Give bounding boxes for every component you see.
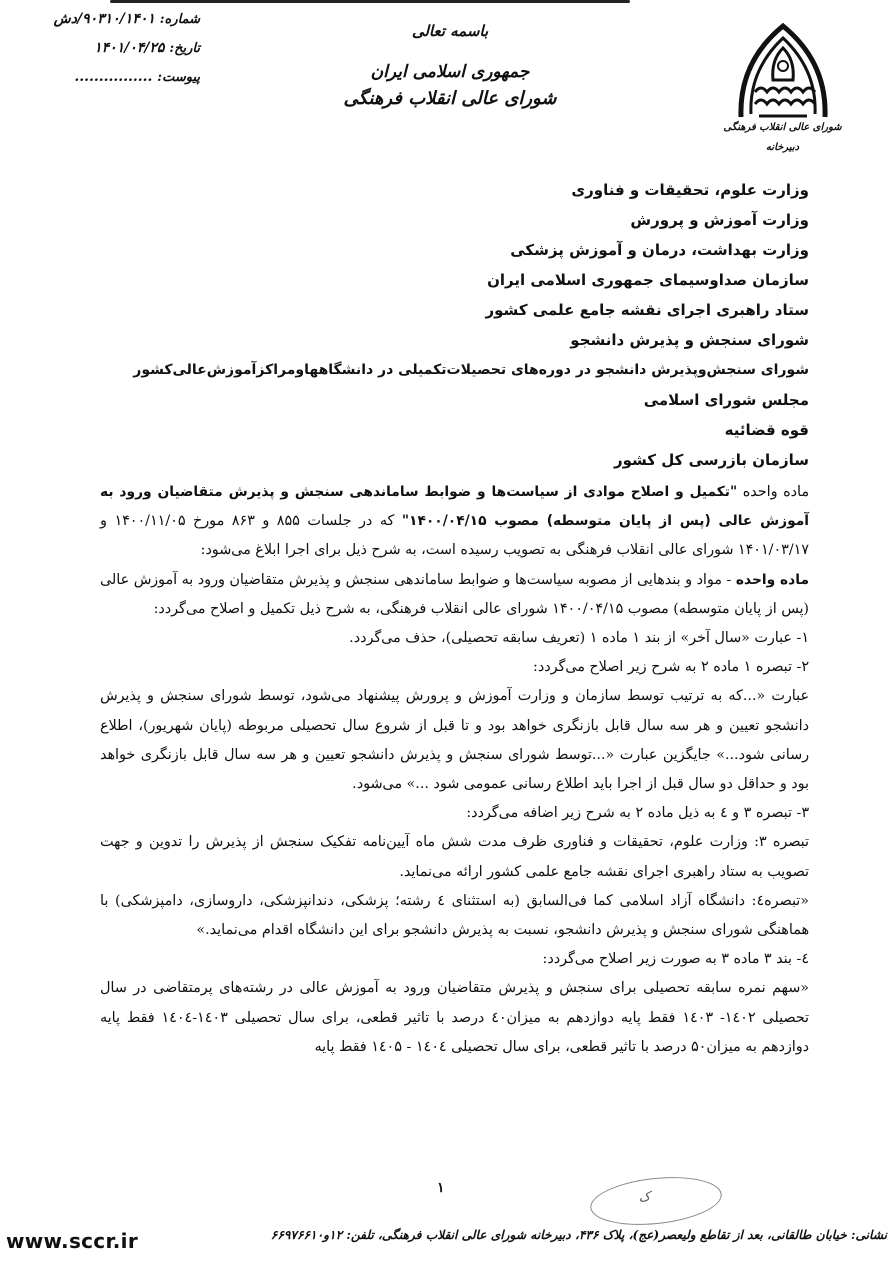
note-3	[100, 828, 809, 886]
council-name: شورای عالی انقلاب فرهنگی	[343, 88, 557, 109]
addressee-item: قوه قضائیه	[724, 421, 809, 439]
invocation: باسمه تعالی	[411, 22, 489, 40]
letter-date-label: تاریخ:	[169, 41, 200, 56]
note-3-label: تبصره ۳:	[747, 834, 809, 851]
item-2-text: عبارت «...که به ترتیب توسط سازمان و وزارت آموزش و پرورش پیشنهاد می‌شود، توسط شورای سنجش و پذیرش دانشجو تعیین و هر سه سال قابل بازنگری خواهد بود و تا قبل از شروع سال تحصیلی مربوطه (پایان شهریور)، اطلاع رسانی شود...» جایگزین عبارت «...توسط شورای سنجش و پذیرش دانشجو تعیین و هر سه سال قابل بازنگری خواهد بود و حداقل دو سال قبل از اجرا باید اطلاع رسانی عمومی شود ...» می‌شود.	[100, 688, 809, 793]
note-3-text: وزارت علوم، تحقیقات و فناوری ظرف مدت شش ماه آیین‌نامه تفکیک سنجش از پذیرش را تدوین و جهت تصویب به ستاد راهبری اجرای نقشه جامع علمی کشور ارائه می‌نماید.	[100, 834, 809, 880]
logo-caption-secretariat: دبیرخانه	[765, 142, 800, 153]
initial-stamp	[588, 1171, 724, 1231]
footer-website-link[interactable]: www.sccr.ir	[6, 1229, 138, 1253]
article-paragraph	[100, 566, 809, 624]
article-text: - مواد و بندهایی از مصوبه سیاست‌ها و ضوابط ساماندهی سنجش و پذیرش متقاضیان ورود به آموزش عالی (پس از پایان متوسطه) مصوب ۱۴۰۰/۰۴/۱۵ شورای عالی انقلاب فرهنگی، به شرح ذیل تکمیل و اصلاح می‌گردد:	[100, 571, 809, 617]
addressee-item: وزارت آموزش و پرورش	[630, 211, 809, 229]
intro-prefix: ماده واحده	[737, 484, 810, 500]
letter-number-value: ۹۰۳۱۰/۱۴۰۱/دش	[53, 11, 155, 27]
footer-address: نشانی: خیابان طالقانی، بعد از تقاطع ولیعصر(عج)، پلاک ۴۳۶، دبیرخانه شورای عالی انقلاب فرهنگی، تلفن: ۱۲و۶۶۹۷۶۶۱۰	[270, 1228, 887, 1242]
item-3: ۳- تبصره ۳ و ٤ به ذیل ماده ۲ به شرح زیر اضافه می‌گردد:	[466, 805, 809, 822]
letter-number-row	[10, 5, 200, 34]
country-name: جمهوری اسلامی ایران	[370, 62, 530, 82]
letterhead-title	[330, 22, 570, 112]
letter-attachment-row	[10, 63, 200, 92]
item-2: ۲- تبصره ۱ ماده ۲ به شرح زیر اصلاح می‌گردد:	[533, 659, 809, 676]
intro-suffix: که در جلسات ۸۵۵ و ۸۶۳ مورخ ۱۴۰۰/۱۱/۰۵ و ۱۴۰۱/۰۳/۱۷ شورای عالی انقلاب فرهنگی به تصویب رسیده است، به شرح ذیل برای اجرا ابلاغ می‌شود:	[100, 513, 809, 559]
addressee-item: شورای سنجش و پذیرش دانشجو	[570, 331, 809, 349]
letter-number-label: شماره:	[159, 12, 200, 27]
note-4: «تبصره٤: دانشگاه آزاد اسلامی کما فی‌السابق (به استثنای ٤ رشته؛ پزشکی، دندانپزشکی، داروسازی، دامپزشکی) با هماهنگی شورای سنجش و پذیرش دانشجو، نسبت به پذیرش دانشجو برای این دانشگاه اقدام می‌نماید.»	[100, 892, 809, 939]
page-number: ۱	[437, 1180, 445, 1196]
letter-attachment-value: ................	[74, 69, 153, 85]
item-4-text: «سهم نمره سابقه تحصیلی برای سنجش و پذیرش متقاضیان ورود به آموزش عالی در رشته‌های پرمتقاضی در سال تحصیلی ۱٤۰۲- ۱٤۰۳ فقط پایه دوازدهم به میزان٤۰ درصد با تاثیر قطعی، برای سال تحصیلی ۱٤۰۳-۱٤۰٤ فقط پایه دوازدهم به میزان۵۰ درصد با تاثیر قطعی، برای سال تحصیلی ۱٤۰٤ - ۱٤۰۵ فقط پایه	[100, 980, 809, 1055]
addressee-item: سازمان صداوسیمای جمهوری اسلامی ایران	[487, 271, 809, 289]
item-4: ٤- بند ۳ ماده ۳ به صورت زیر اصلاح می‌گردد:	[542, 951, 809, 968]
council-logo-icon	[733, 22, 833, 122]
scan-edge-mark	[110, 0, 630, 3]
addressee-item: مجلس شورای اسلامی	[643, 391, 809, 409]
addressee-item: وزارت علوم، تحقیقات و فناوری	[571, 181, 809, 199]
item-1: ۱- عبارت «سال آخر» از بند ۱ ماده ۱ (تعریف سابقه تحصیلی)، حذف می‌گردد.	[349, 630, 809, 647]
stamp-initial: ک	[637, 1189, 651, 1206]
addressee-item: شورای سنجش‌وپذیرش دانشجو در دوره‌های تحصیلات‌تکمیلی در دانشگاهها‌ومراکز‌آموزش‌عالی‌کشور	[133, 362, 809, 378]
letter-body	[100, 478, 809, 1062]
intro-paragraph	[100, 478, 809, 566]
letter-date-row	[10, 34, 200, 63]
addressee-list	[89, 175, 809, 475]
letter-date-value: ۱۴۰۱/۰۴/۲۵	[94, 40, 165, 56]
addressee-item: وزارت بهداشت، درمان و آموزش پزشکی	[510, 241, 809, 259]
letter-meta	[10, 5, 200, 92]
logo-caption	[720, 118, 845, 158]
resolution-title: "تکمیل و اصلاح موادی از سیاست‌ها و ضوابط ساماندهی سنجش و پذیرش متقاضیان ورود به آموزش عالی (پس از پایان متوسطه) مصوب ۱۴۰۰/۰۴/۱۵"	[100, 484, 809, 530]
letter-attachment-label: پیوست:	[157, 70, 200, 85]
logo-caption-name: شورای عالی انقلاب فرهنگی	[723, 122, 842, 133]
addressee-item: سازمان بازرسی کل کشور	[613, 451, 809, 469]
addressee-item: ستاد راهبری اجرای نقشه جامع علمی کشور	[485, 301, 809, 319]
article-label: ماده واحده	[735, 571, 809, 588]
